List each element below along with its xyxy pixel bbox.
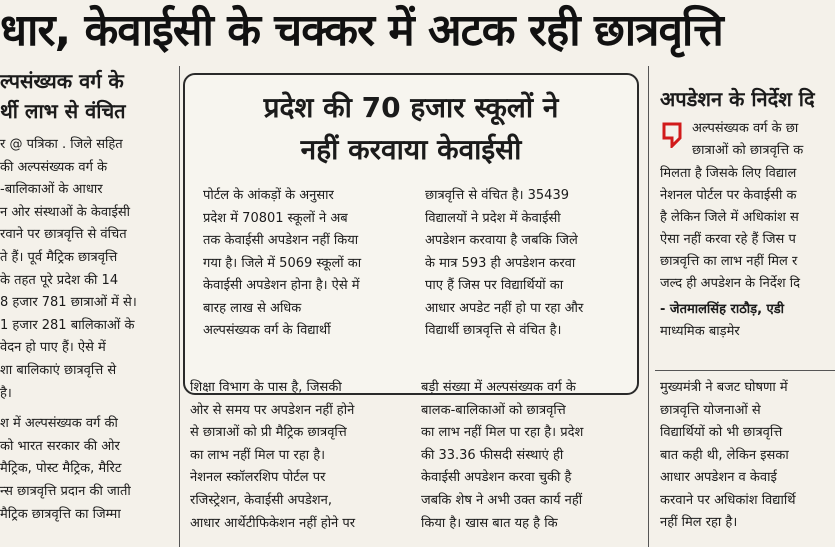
mid-line: ओर से समय पर अपडेशन नहीं होने: [190, 402, 355, 418]
mid-line: का लाभ नहीं मिल पा रहा है।: [190, 447, 326, 463]
attribution-line: - जेतमालसिंह राठौड़, एडी: [660, 302, 785, 317]
quote-line: छात्राओं को छात्रवृत्ति क: [692, 143, 804, 158]
left-line: है।: [0, 385, 12, 401]
box-line: गया है। जिले में 5069 स्कूलों का: [203, 255, 362, 271]
right-quote-indented: [692, 118, 835, 162]
box-line: विद्यार्थी छात्रवृत्ति से वंचित है।: [425, 323, 562, 338]
box-column-2: [425, 185, 630, 343]
right-bottom-column: [660, 377, 835, 535]
box-column-1: [203, 185, 411, 343]
mid-line: रजिस्ट्रेशन, केवाईसी अपडेशन,: [190, 492, 332, 508]
box-line: बारह लाख से अधिक: [203, 300, 302, 316]
mid-line: शिक्षा विभाग के पास है, जिसकी: [190, 380, 342, 395]
box-line: विद्यालयों ने प्रदेश में केवाईसी: [425, 210, 561, 226]
mid-line: किया है। खास बात यह है कि: [421, 515, 558, 531]
column-divider: [648, 66, 649, 547]
middle-column-2: [421, 377, 643, 547]
mid-line: आधार आर्थेटीफिकेशन नहीं होने पर: [190, 515, 356, 531]
middle-column-1: [190, 377, 412, 547]
left-line: शा बालिकाएं छात्रवृत्ति से: [0, 362, 117, 378]
box-line: अल्पसंख्यक वर्ग के विद्यार्थी: [203, 323, 331, 338]
right-line: बात कही थी, लेकिन इसका: [660, 447, 789, 463]
right-line: छात्रवृत्ति योजनाओं से: [660, 402, 761, 418]
left-subhead-line-1: ल्पसंख्यक वर्ग के: [0, 69, 124, 93]
left-line: मैट्रिक छात्रवृत्ति का जिम्मा: [0, 506, 121, 522]
mid-line: बड़ी संख्या में अल्पसंख्यक वर्ग के: [421, 380, 576, 395]
left-line: को भारत सरकार की ओर: [0, 438, 120, 454]
mid-line: नेशनल स्कॉलरशिप पोर्टल पर: [190, 470, 326, 486]
left-line: ते हैं। पूर्व मैट्रिक छात्रवृत्ति: [0, 249, 118, 265]
box-title: [185, 87, 637, 171]
left-line: के तहत पूरे प्रदेश की 14: [0, 272, 119, 288]
quote-line: नेशनल पोर्टल पर केवाईसी क: [660, 188, 797, 203]
right-subhead: अपडेशन के निर्देश दि: [660, 87, 815, 111]
quote-line: जल्द ही अपडेशन के निर्देश दि: [660, 276, 800, 291]
left-line: 8 हजार 781 छात्राओं में से।: [0, 295, 137, 311]
right-line: आधार अपडेशन व केवाई: [660, 470, 777, 485]
box-line: प्रदेश में 70801 स्कूलों ने अब: [203, 210, 348, 226]
headline: धार, केवाईसी के चक्कर में अटक रही छात्रवृत्ति: [0, 5, 723, 56]
box-line: छात्रवृत्ति से वंचित है। 35439: [425, 188, 569, 203]
left-column: [0, 66, 178, 547]
quote-line: है लेकिन जिले में अधिकांश स: [660, 210, 799, 225]
mid-line: की 33.36 फीसदी संस्थाएं ही: [421, 447, 564, 463]
box-line: के मात्र 593 ही अपडेशन करवा: [425, 255, 576, 271]
box-line: तक केवाईसी अपडेशन नहीं किया: [203, 233, 359, 248]
left-line: -बालिकाओं के आधार: [0, 182, 103, 198]
left-line: रवाने पर छात्रवृत्ति से वंचित: [0, 227, 127, 243]
box-title-line-2: नहीं करवाया केवाईसी: [300, 133, 522, 166]
mid-line: केवाईसी अपडेशन करवा चुकी है: [421, 470, 572, 486]
left-line: र @ पत्रिका . जिले सहित: [0, 137, 123, 152]
box-title-line-1: प्रदेश की 70 हजार स्कूलों ने: [263, 91, 559, 124]
box-line: पोर्टल के आंकड़ों के अनुसार: [203, 188, 334, 203]
quote-marker-icon: [662, 122, 682, 148]
column-divider: [179, 66, 180, 547]
left-line: न्स छात्रवृत्ति प्रदान की जाती: [0, 483, 131, 499]
left-subhead-line-2: र्थी लाभ से वंचित: [0, 99, 126, 123]
quote-line: ऐसा नहीं करवा रहे हैं जिस प: [660, 232, 796, 247]
box-line: अपडेशन करवाया है जबकि जिले: [425, 233, 578, 248]
box-line: पाए हैं जिस पर विद्यार्थियों का: [425, 278, 564, 293]
left-line: वेदन हो पाए हैं। ऐसे में: [0, 340, 106, 356]
right-line: मुख्यमंत्री ने बजट घोषणा में: [660, 380, 788, 395]
box-line: आधार अपडेट नहीं हो पा रहा और: [425, 300, 584, 316]
quote-line: अल्पसंख्यक वर्ग के छा: [692, 121, 799, 136]
mid-line: बालक-बालिकाओं को छात्रवृत्ति: [421, 402, 566, 418]
attribution-line: माध्यमिक बाड़मेर: [660, 324, 740, 339]
right-quote: [660, 163, 835, 343]
right-line: करवाने पर अधिकांश विद्यार्थि: [660, 492, 796, 508]
mid-line: का लाभ नहीं मिल पा रहा है। प्रदेश: [421, 425, 584, 441]
right-line: नहीं मिल रहा है।: [660, 515, 738, 530]
mid-line: से छात्राओं को प्री मैट्रिक छात्रवृत्ति: [190, 425, 347, 441]
boxed-story: [183, 73, 639, 395]
left-line: की अल्पसंख्यक वर्ग के: [0, 159, 108, 175]
quote-line: छात्रवृत्ति का लाभ नहीं मिल र: [660, 254, 798, 269]
left-line: 1 हजार 281 बालिकाओं के: [0, 317, 135, 333]
left-line: श में अल्पसंख्यक वर्ग की: [0, 416, 118, 432]
mid-line: जबकि शेष ने अभी उक्त कार्य नहीं: [421, 492, 583, 508]
right-divider: [655, 370, 835, 371]
left-line: न ओर संस्थाओं के केवाईसी: [0, 204, 131, 220]
box-line: केवाईसी अपडेशन होना है। ऐसे में: [203, 278, 360, 293]
right-line: विद्यार्थियों को भी छात्रवृत्ति: [660, 425, 783, 440]
left-line: मैट्रिक, पोस्ट मैट्रिक, मैरिट: [0, 461, 122, 477]
quote-line: मिलता है जिसके लिए विद्याल: [660, 166, 797, 181]
